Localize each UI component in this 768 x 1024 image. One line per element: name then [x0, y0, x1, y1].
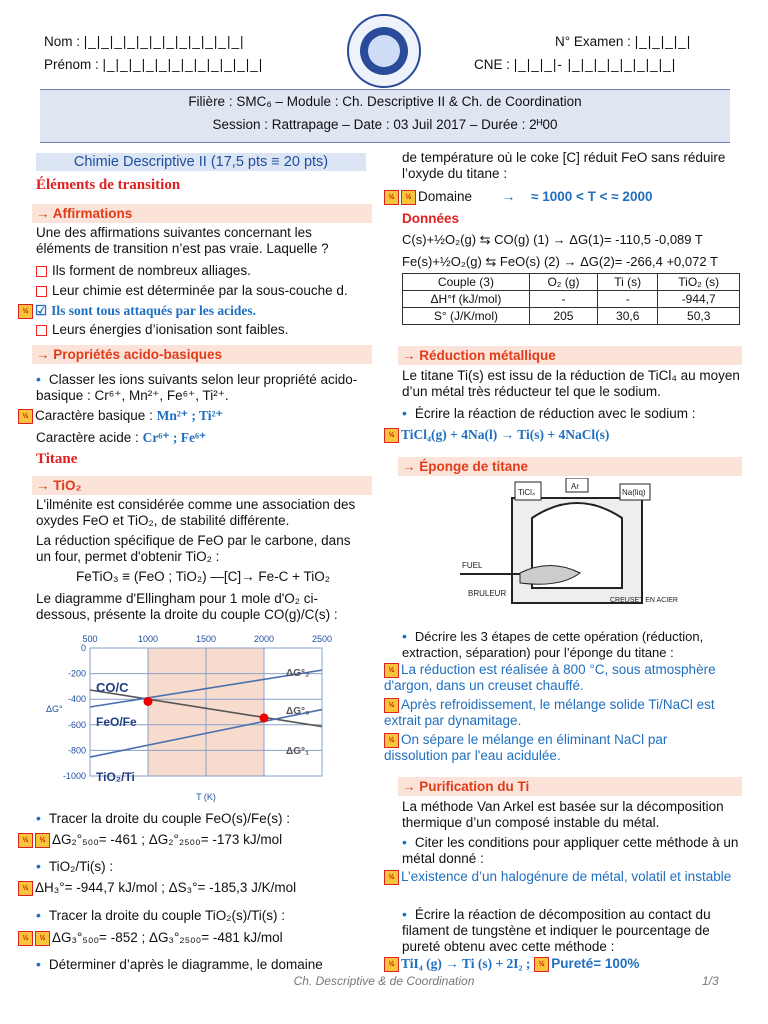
half-point-icon: ½: [401, 190, 416, 205]
conditions-question: • Citer les conditions pour appliquer cette méthode à un métal donné :: [402, 834, 739, 866]
y-tick-label: -200: [67, 668, 86, 679]
answer-2: ½ ΔH₃°= -944,7 kJ/mol ; ΔS₃°= -185,3 J/K/mol: [18, 880, 296, 896]
bullet-icon: •: [36, 907, 41, 923]
bullet-icon: •: [36, 956, 41, 972]
reduction-question: • Écrire la réaction de réduction avec le sodium :: [402, 405, 696, 421]
equation-1: C(s)+½O₂(g) ⇆ CO(g) (1) → ΔG(1)= -110,5 -0,089 T: [402, 232, 703, 247]
donnees-label: Données: [402, 211, 460, 226]
half-point-icon: ½: [18, 304, 33, 319]
half-point-icon: ½: [384, 870, 399, 885]
y-tick-label: -800: [67, 745, 86, 756]
bullet-icon: •: [36, 810, 41, 826]
final-answer: ½ TiI₄ (g) → Ti (s) + 2I₂ ; ½ Pureté= 100%: [384, 956, 639, 972]
basique-line: ½ Caractère basique : Mn²⁺ ; Ti²⁺: [18, 408, 223, 424]
section-purification: → Purification du Ti: [398, 777, 742, 796]
x-tick-label: 2500: [311, 634, 333, 644]
half-point-icon: ½: [35, 931, 50, 946]
series-label: ΔG°₃: [286, 706, 310, 717]
bullet-icon: •: [36, 371, 41, 387]
bullet-icon: •: [402, 405, 407, 421]
domaine-line: ½ ½ Domaine → ≈ 1000 < T < ≈ 2000: [384, 189, 652, 205]
x-tick-label: 500: [82, 634, 98, 644]
half-point-icon: ½: [384, 733, 399, 748]
half-point-icon: ½: [384, 663, 399, 678]
series-label: ΔG°₂: [286, 668, 310, 679]
aff-question: Une des affirmations suivantes concernant les éléments de transition n’est pas vraie. Laquelle ?: [36, 225, 329, 256]
x-tick-label: 1500: [195, 634, 217, 644]
y-tick-label: -1000: [62, 771, 86, 781]
x-axis-label: T (K): [196, 792, 216, 802]
main-title: Chimie Descriptive II (17,5 pts ≡ 20 pts): [36, 153, 366, 171]
table-row: S° (J/K/mol) 205 30,6 50,3: [403, 308, 740, 325]
series-label: FeO/Fe: [96, 715, 137, 729]
label-na: Na(liq): [622, 488, 646, 497]
checked-icon[interactable]: ☑: [35, 303, 48, 318]
heading-titane: Titane: [36, 451, 78, 467]
reduction-answer: ½ TiCl₄(g) + 4Na(l) → Ti(s) + 4NaCl(s): [384, 427, 609, 443]
half-point-icon: ½: [534, 957, 549, 972]
y-tick-label: -400: [67, 694, 86, 705]
option-1[interactable]: Ils forment de nombreux alliages.: [36, 263, 251, 278]
section-eponge: → Éponge de titane: [398, 457, 742, 476]
section-acido: → Propriétés acido-basiques: [32, 345, 372, 364]
x-tick-label: 1000: [137, 634, 159, 644]
bullet-icon: •: [402, 834, 407, 850]
acido-question: • Classer les ions suivants selon leur propriété acido-basique : Cr⁶⁺, Mn²⁺, Fe⁶⁺, Ti²⁺.: [36, 371, 358, 403]
intersection-point: [260, 713, 269, 722]
ellingham-chart: [36, 628, 356, 806]
prenom-field[interactable]: Prénom : |_|_|_|_|_|_|_|_|_|_|_|_|: [44, 57, 264, 72]
tracer1: • Tracer la droite du couple FeO(s)/Fe(s) :: [36, 810, 290, 826]
checkbox-icon[interactable]: [36, 286, 47, 297]
half-point-icon: ½: [18, 881, 33, 896]
bullet-icon: •: [402, 628, 407, 644]
heading-elements: Éléments de transition: [36, 177, 181, 193]
reduction-text: La réduction spécifique de FeO par le carbone, dans un four, permet d'obtenir TiO₂ :: [36, 533, 351, 564]
label-bruleur: BRULEUR: [468, 589, 507, 598]
session-line: Session : Rattrapage – Date : 03 Juil 2017 – Durée : 2ᴴ00: [212, 117, 558, 132]
section-reduction: → Réduction métallique: [398, 346, 742, 365]
acide-line: Caractère acide : Cr⁶⁺ ; Fe⁶⁺: [36, 430, 207, 445]
eponge-figure: [460, 478, 680, 620]
half-point-icon: ½: [384, 190, 399, 205]
cne-field[interactable]: CNE : |_|_|_|- |_|_|_|_|_|_|_|_|: [474, 57, 677, 72]
table-row: ΔH°f (kJ/mol) - - -944,7: [403, 291, 740, 308]
page-number: 1/3: [702, 974, 719, 988]
eponge-question: • Décrire les 3 étapes de cette opération (réduction, extraction, séparation) pour l’éponge du titane :: [402, 628, 704, 660]
y-tick-label: -600: [67, 719, 86, 730]
section-affirmations: → Affirmations: [32, 204, 372, 223]
determiner-text: • Déterminer d’après le diagramme, le domaine: [36, 956, 323, 972]
step-1: ½ La réduction est réalisée à 800 °C, sous atmosphère d'argon, dans un creuset chauffé.: [384, 662, 716, 693]
checkbox-icon[interactable]: [36, 266, 47, 277]
label-ticl4: TiCl₄: [518, 488, 536, 497]
table-header-row: Couple (3) O₂ (g) Ti (s) TiO₂ (s): [403, 274, 740, 291]
half-point-icon: ½: [18, 931, 33, 946]
fetio3-equation: FeTiO₃ ≡ (FeO ; TiO₂) —[C]→ Fe-C + TiO₂: [76, 569, 330, 584]
x-tick-label: 2000: [253, 634, 275, 644]
answer-3: ½ ½ ΔG₃°₅₀₀= -852 ; ΔG₃°₂₅₀₀= -481 kJ/mol: [18, 930, 283, 946]
footer-title: Ch. Descriptive & de Coordination: [293, 974, 475, 988]
series-label: TiO₂/Ti: [96, 770, 135, 784]
nom-field[interactable]: Nom : |_|_|_|_|_|_|_|_|_|_|_|_|: [44, 34, 245, 49]
y-axis-label: ΔG°: [46, 704, 63, 714]
answer-1: ½ ½ ΔG₂°₅₀₀= -461 ; ΔG₂°₂₅₀₀= -173 kJ/mol: [18, 832, 282, 848]
half-point-icon: ½: [18, 833, 33, 848]
purification-text: La méthode Van Arkel est basée sur la décomposition thermique d’un composé instable du métal.: [402, 799, 724, 830]
half-point-icon: ½: [384, 698, 399, 713]
bullet-icon: •: [36, 858, 41, 874]
y-tick-label: 0: [80, 643, 86, 653]
bullet-icon: •: [402, 906, 407, 922]
equation-2: Fe(s)+½O₂(g) ⇆ FeO(s) (2) → ΔG(2)= -266,4 +0,072 T: [402, 254, 718, 269]
series-label: CO/C: [96, 680, 129, 695]
step-3: ½ On sépare le mélange en éliminant NaCl par dissolution par l'eau acidulée.: [384, 732, 668, 763]
ilmenite-text: L'ilménite est considérée comme une association des oxydes FeO et TiO₂, de stabilité différente.: [36, 497, 356, 528]
half-point-icon: ½: [384, 428, 399, 443]
university-logo-icon: [343, 12, 425, 90]
option-3[interactable]: ½ ☑ Ils sont tous attaqués par les acides.: [18, 303, 256, 319]
conditions-answer: ½ L’existence d’un halogénure de métal, volatil et instable: [384, 869, 734, 885]
tio2ti-line: • TiO₂/Ti(s) :: [36, 858, 114, 874]
half-point-icon: ½: [35, 833, 50, 848]
label-creuset: CREUSET EN ACIER: [610, 597, 678, 604]
filiere-line: Filière : SMC₆ – Module : Ch. Descriptive II & Ch. de Coordination: [188, 94, 582, 109]
thermo-table: [402, 273, 740, 325]
arrow-icon: →: [501, 189, 516, 204]
examen-field[interactable]: N° Examen : |_|_|_|_|: [555, 34, 692, 49]
decomposition-question: • Écrire la réaction de décomposition au contact du filament de tungstène et indiquer le pourcentage de pureté obtenu avec cette méthode :: [402, 906, 711, 954]
label-fuel: FUEL: [462, 561, 483, 570]
half-point-icon: ½: [384, 957, 399, 972]
option-2[interactable]: Leur chimie est déterminée par la sous-couche d.: [36, 283, 348, 298]
option-4[interactable]: Leurs énergies d’ionisation sont faibles.: [36, 322, 288, 337]
ellingham-text: Le diagramme d'Ellingham pour 1 mole d'O₂ ci-dessous, présente la droite du couple CO(g)/C(s) :: [36, 591, 338, 622]
tracer2: • Tracer la droite du couple TiO₂(s)/Ti(s) :: [36, 907, 285, 923]
checkbox-icon[interactable]: [36, 325, 47, 336]
reduction-metal-text: Le titane Ti(s) est issu de la réduction de TiCl₄ au moyen d’un métal très réducteur tel que le sodium.: [402, 368, 740, 399]
half-point-icon: ½: [18, 409, 33, 424]
series-label: ΔG°₁: [286, 746, 310, 757]
label-ar: Ar: [571, 482, 579, 491]
continued-text: de température où le coke [C] réduit FeO sans réduire l’oxyde du titane :: [402, 150, 726, 181]
step-2: ½ Après refroidissement, le mélange solide Ti/NaCl est extrait par dynamitage.: [384, 697, 715, 728]
intersection-point: [144, 697, 153, 706]
section-tio2: → TiO₂: [32, 476, 372, 495]
